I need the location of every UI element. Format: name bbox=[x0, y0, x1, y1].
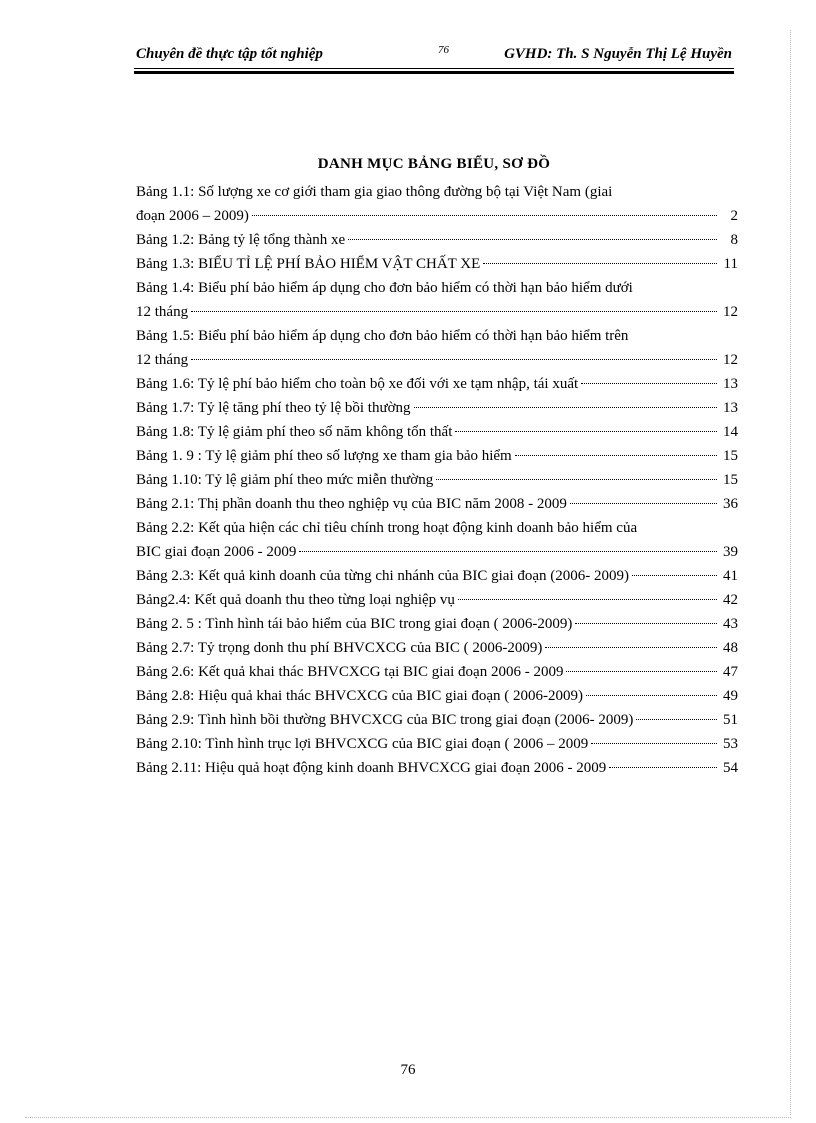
toc-entry[interactable] bbox=[136, 684, 738, 708]
toc-entry[interactable] bbox=[136, 516, 738, 564]
toc-entry-page: 15 bbox=[723, 448, 738, 464]
toc-leader-dots bbox=[581, 382, 717, 384]
toc-entry-page: 53 bbox=[723, 736, 738, 752]
list-of-tables-title: DANH MỤC BẢNG BIỂU, SƠ ĐỒ bbox=[317, 156, 551, 172]
toc-entry-title: Bảng 2.8: Hiệu quả khai thác BHVCXCG của BIC giai đoạn ( 2006-2009) bbox=[136, 688, 584, 704]
toc-entry-title-line: Bảng 1.1: Số lượng xe cơ giới tham gia giao thông đường bộ tại Việt Nam (giai bbox=[136, 184, 613, 200]
toc-leader-dots bbox=[591, 742, 717, 744]
toc-entry-page: 51 bbox=[723, 712, 738, 728]
toc-entry-title-line: Bảng 1.5: Biểu phí bảo hiểm áp dụng cho đơn bảo hiểm có thời hạn bảo hiểm trên bbox=[136, 328, 629, 344]
toc-entry-title: Bảng2.4: Kết quả doanh thu theo từng loại nghiệp vụ bbox=[136, 592, 455, 608]
header-thesis-title: Chuyên đề thực tập tốt nghiệp bbox=[136, 46, 323, 62]
toc-entry-page: 11 bbox=[723, 256, 738, 272]
toc-entry-title: 12 tháng bbox=[136, 352, 189, 368]
toc-entry[interactable] bbox=[136, 396, 738, 420]
toc-entry-page: 48 bbox=[723, 640, 738, 656]
toc-entry[interactable] bbox=[136, 636, 738, 660]
toc-leader-dots bbox=[191, 310, 717, 312]
toc-entry-page: 42 bbox=[723, 592, 738, 608]
toc-leader-dots bbox=[348, 238, 717, 240]
toc-entry-title: Bảng 1.2: Bảng tỷ lệ tổng thành xe bbox=[136, 232, 346, 248]
toc-entry[interactable] bbox=[136, 372, 738, 396]
toc-entry-page: 13 bbox=[723, 400, 738, 416]
toc-entry[interactable] bbox=[136, 468, 738, 492]
page-frame-bottom bbox=[25, 1117, 791, 1118]
toc-leader-dots bbox=[191, 358, 717, 360]
toc-entry-page: 2 bbox=[730, 208, 738, 224]
toc-leader-dots bbox=[609, 766, 717, 768]
toc-entry[interactable] bbox=[136, 252, 738, 276]
toc-entry-title: BIC giai đoạn 2006 - 2009 bbox=[136, 544, 297, 560]
toc-entry-title: Bảng 1.3: BIỂU TỈ LỆ PHÍ BẢO HIỂM VẬT CHẤT XE bbox=[136, 256, 481, 272]
footer-page-number: 76 bbox=[400, 1062, 416, 1078]
toc-entry-page: 13 bbox=[723, 376, 738, 392]
toc-leader-dots bbox=[570, 502, 717, 504]
toc-entry[interactable] bbox=[136, 492, 738, 516]
toc-entry-title: Bảng 2.1: Thị phần doanh thu theo nghiệp vụ của BIC năm 2008 - 2009 bbox=[136, 496, 567, 512]
toc-entry-page: 12 bbox=[723, 304, 738, 320]
toc-leader-dots bbox=[632, 574, 717, 576]
toc-entry[interactable] bbox=[136, 420, 738, 444]
toc-entry-title-line: Bảng 2.2: Kết qủa hiện các chỉ tiêu chính trong hoạt động kinh doanh bảo hiểm của bbox=[136, 520, 638, 536]
toc-entry-title: Bảng 1.6: Tỷ lệ phí bảo hiểm cho toàn bộ xe đối với xe tạm nhập, tái xuất bbox=[136, 376, 579, 392]
toc-entry-title: Bảng 2.9: Tình hình bồi thường BHVCXCG của BIC trong giai đoạn (2006- 2009) bbox=[136, 712, 634, 728]
toc-leader-dots bbox=[515, 454, 717, 456]
toc-entry[interactable] bbox=[136, 228, 738, 252]
toc-entry[interactable] bbox=[136, 588, 738, 612]
toc-entry-title: Bảng 2.6: Kết quả khai thác BHVCXCG tại BIC giai đoạn 2006 - 2009 bbox=[136, 664, 564, 680]
page-header bbox=[134, 44, 734, 68]
toc-entry-title: đoạn 2006 – 2009) bbox=[136, 208, 249, 224]
toc-leader-dots bbox=[545, 646, 717, 648]
toc-entry-title: Bảng 1.10: Tỷ lệ giảm phí theo mức miễn thường bbox=[136, 472, 434, 488]
toc-leader-dots bbox=[436, 478, 717, 480]
toc-leader-dots bbox=[455, 430, 717, 432]
toc-entry-title: Bảng 1.7: Tỷ lệ tăng phí theo tỷ lệ bồi thường bbox=[136, 400, 411, 416]
toc-entry-title: Bảng 1.8: Tỷ lệ giảm phí theo số năm không tổn thất bbox=[136, 424, 453, 440]
toc-entry[interactable] bbox=[136, 444, 738, 468]
page-frame-right bbox=[790, 30, 791, 1115]
toc-leader-dots bbox=[299, 550, 717, 552]
toc-entry-page: 49 bbox=[723, 688, 738, 704]
toc-entry-page: 8 bbox=[730, 232, 738, 248]
toc-entry-page: 14 bbox=[723, 424, 738, 440]
toc-entry[interactable] bbox=[136, 180, 738, 228]
toc-leader-dots bbox=[636, 718, 717, 720]
table-of-contents bbox=[136, 180, 738, 780]
toc-entry-title: Bảng 2.7: Tỷ trọng donh thu phí BHVCXCG của BIC ( 2006-2009) bbox=[136, 640, 543, 656]
toc-entry-title: Bảng 2. 5 : Tình hình tái bảo hiểm của BIC trong giai đoạn ( 2006-2009) bbox=[136, 616, 573, 632]
toc-entry-title: Bảng 2.11: Hiệu quả hoạt động kinh doanh BHVCXCG giai đoạn 2006 - 2009 bbox=[136, 760, 607, 776]
toc-leader-dots bbox=[575, 622, 717, 624]
toc-leader-dots bbox=[252, 214, 717, 216]
toc-entry[interactable] bbox=[136, 732, 738, 756]
toc-entry-page: 43 bbox=[723, 616, 738, 632]
header-rule bbox=[134, 68, 734, 74]
toc-entry-title-line: Bảng 1.4: Biểu phí bảo hiểm áp dụng cho đơn bảo hiểm có thời hạn bảo hiểm dưới bbox=[136, 280, 633, 296]
toc-entry[interactable] bbox=[136, 276, 738, 324]
toc-entry-title: Bảng 2.3: Kết quả kinh doanh của từng chi nhánh của BIC giai đoạn (2006- 2009) bbox=[136, 568, 630, 584]
toc-leader-dots bbox=[458, 598, 717, 600]
toc-entry-page: 15 bbox=[723, 472, 738, 488]
toc-entry-page: 12 bbox=[723, 352, 738, 368]
toc-entry-page: 36 bbox=[723, 496, 738, 512]
toc-entry-page: 39 bbox=[723, 544, 738, 560]
header-page-number: 76 bbox=[438, 44, 449, 56]
toc-entry-page: 54 bbox=[723, 760, 738, 776]
toc-leader-dots bbox=[566, 670, 717, 672]
toc-entry-title: 12 tháng bbox=[136, 304, 189, 320]
toc-entry-page: 47 bbox=[723, 664, 738, 680]
toc-entry-title: Bảng 1. 9 : Tỷ lệ giảm phí theo số lượng xe tham gia bảo hiểm bbox=[136, 448, 512, 464]
toc-entry[interactable] bbox=[136, 756, 738, 780]
toc-leader-dots bbox=[414, 406, 717, 408]
toc-entry[interactable] bbox=[136, 708, 738, 732]
toc-leader-dots bbox=[483, 262, 717, 264]
header-supervisor: GVHD: Th. S Nguyễn Thị Lệ Huyền bbox=[504, 46, 732, 62]
toc-entry[interactable] bbox=[136, 612, 738, 636]
toc-entry-page: 41 bbox=[723, 568, 738, 584]
toc-leader-dots bbox=[586, 694, 717, 696]
toc-entry[interactable] bbox=[136, 564, 738, 588]
toc-entry-title: Bảng 2.10: Tình hình trục lợi BHVCXCG của BIC giai đoạn ( 2006 – 2009 bbox=[136, 736, 589, 752]
toc-entry[interactable] bbox=[136, 324, 738, 372]
toc-entry[interactable] bbox=[136, 660, 738, 684]
